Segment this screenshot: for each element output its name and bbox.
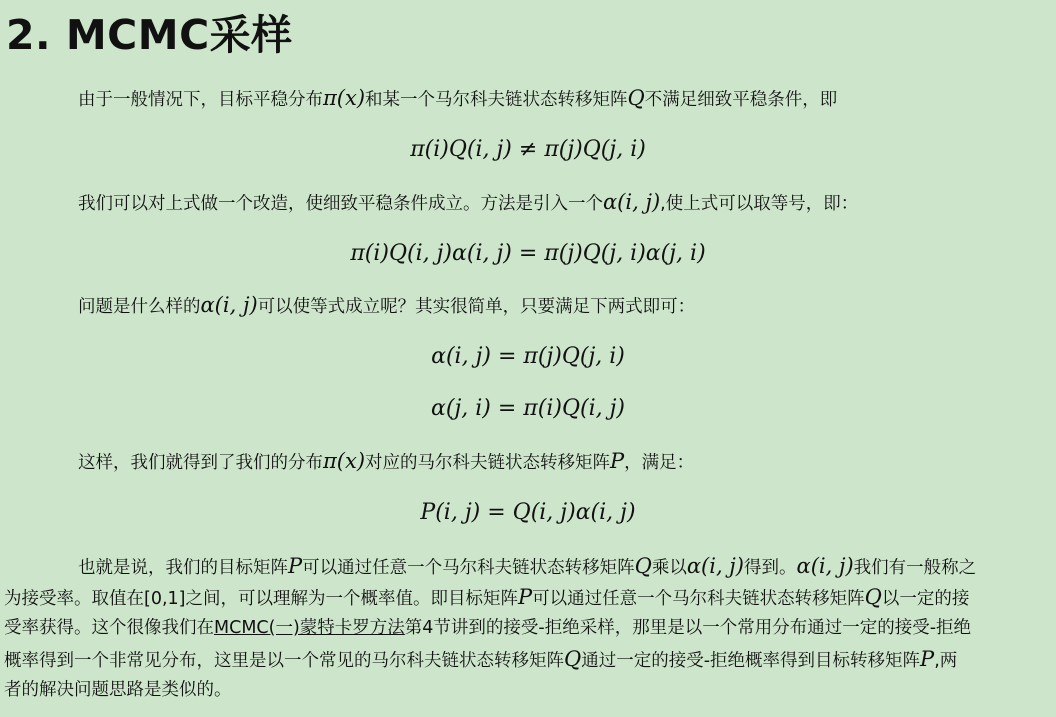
math-alpha-ij: α(i, j) — [603, 190, 661, 214]
equation-detailed-balance-alpha: π(i)Q(i, j)α(i, j) = π(j)Q(j, i)α(j, i) — [350, 241, 706, 266]
equation-alpha-ij: α(i, j) = π(j)Q(j, i) — [431, 344, 625, 369]
math-pi-x: π(x) — [323, 449, 366, 473]
math-pi-x: π(x) — [323, 86, 366, 110]
paragraph-acceptance-rate: 也就是说，我们的目标矩阵P可以通过任意一个马尔科夫链状态转移矩阵Q乘以α(i, j)得到。α(i, j)我们有一般称之 为接受率。取值在[0,1]之间，可以理解为一个概率值。即目标矩阵P可以通过任意一个马尔科夫链状态转移矩阵Q以一定的接 受率获得。这个很像我们在MCMC(一)蒙特卡罗方法第4节讲到的接受-拒绝采样，那里是以一个常用分布通过一定的接受-拒绝 概率得到一个非常见分布，这里是以一个常见的马尔科夫链状态转移矩阵Q通过一定的接受-拒绝概率得到目标转移矩阵P,两 者的解决问题思路是类似的。 — [4, 554, 977, 700]
math-q: Q — [627, 86, 645, 110]
math-alpha-ij: α(i, j) — [200, 293, 258, 317]
mcmc-monte-carlo-link[interactable]: MCMC(一)蒙特卡罗方法 — [214, 618, 405, 638]
paragraph-intro: 由于一般情况下，目标平稳分布π(x)和某一个马尔科夫链状态转移矩阵Q不满足细致平稳条件，即 — [78, 86, 838, 110]
paragraph-result: 这样，我们就得到了我们的分布π(x)对应的马尔科夫链状态转移矩阵P，满足： — [78, 449, 695, 473]
equation-alpha-ji: α(j, i) = π(i)Q(i, j) — [431, 396, 625, 421]
section-heading: 2. MCMC采样 — [6, 11, 293, 59]
paragraph-modification: 我们可以对上式做一个改造，使细致平稳条件成立。方法是引入一个α(i, j),使上式可以取等号，即： — [78, 190, 859, 214]
paragraph-question: 问题是什么样的α(i, j)可以使等式成立呢？其实很简单，只要满足下两式即可： — [78, 293, 696, 317]
math-p: P — [610, 449, 625, 473]
equation-transition-matrix-p: P(i, j) = Q(i, j)α(i, j) — [420, 500, 636, 525]
equation-detailed-balance-inequality: π(i)Q(i, j) ≠ π(j)Q(j, i) — [410, 137, 646, 162]
